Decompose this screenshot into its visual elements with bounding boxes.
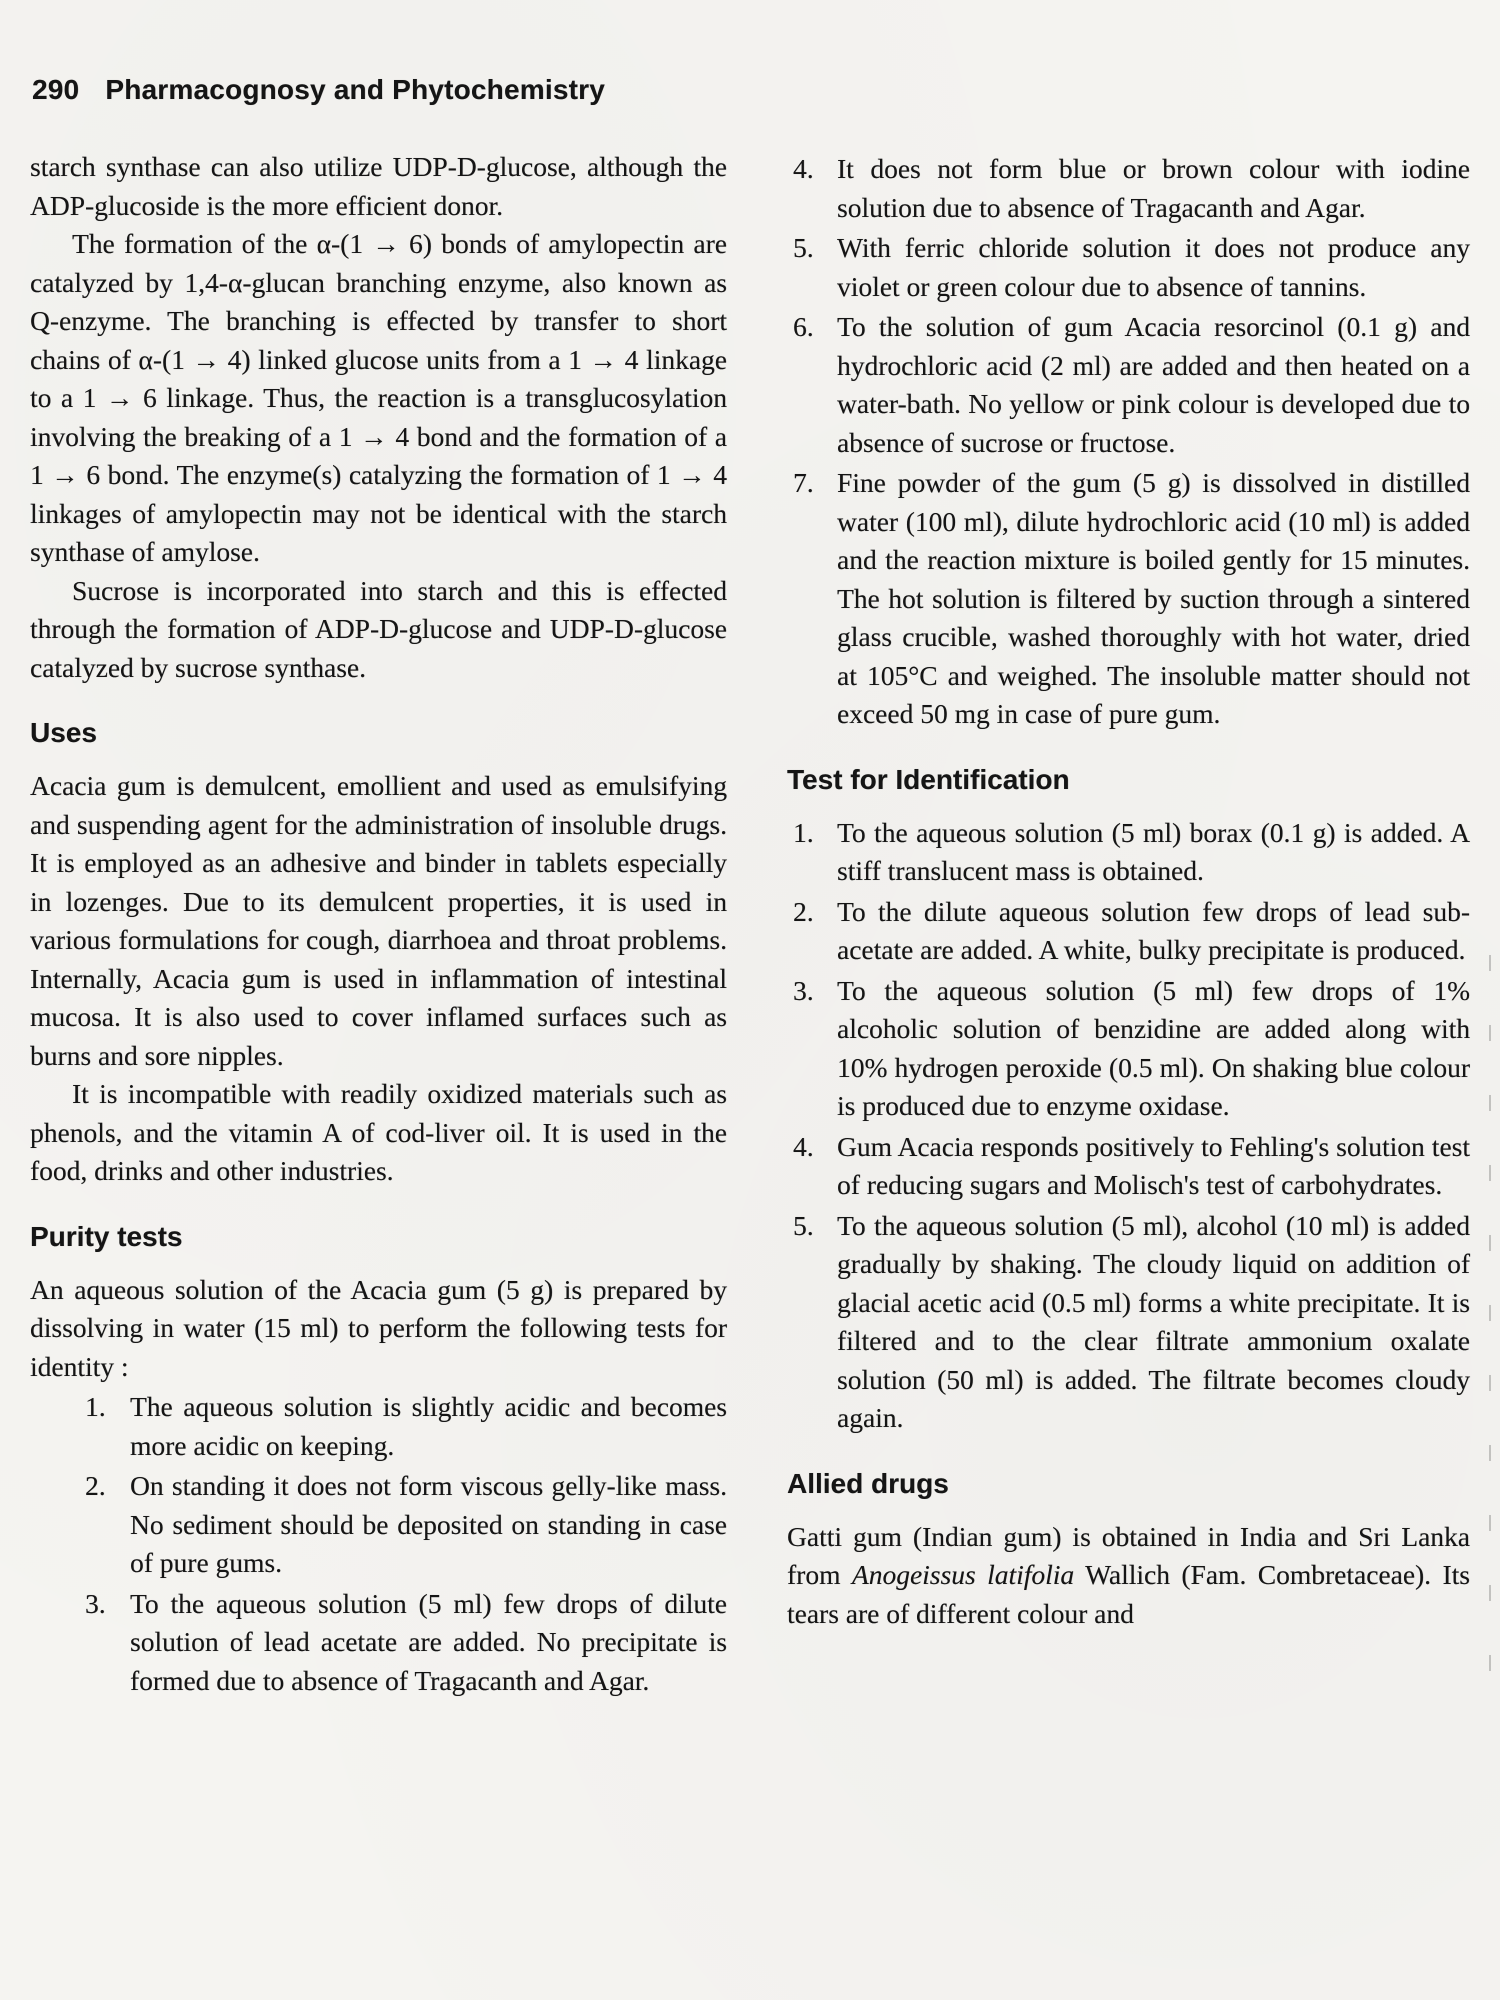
section-heading: Test for Identification [787,763,1070,795]
list-item [30,1388,727,1465]
list-item [30,1467,727,1583]
list-item [787,1128,1470,1205]
list-item-text: To the aqueous solution (5 ml), alcohol (10 ml) is added gradually by shaking. The cloudy liquid on addition of glacial acetic acid (0.5 ml) forms a white precipitate. It is filtered and to the clear filtrate ammonium oxalate solution (50 ml) is added. The filtrate becomes cloudy again. [837,1209,1470,1433]
list-item-number: 3. [85,1587,106,1619]
left-column [30,148,727,1700]
list-item-number: 4. [793,1130,814,1162]
section-heading: Allied drugs [787,1467,949,1499]
list-item [787,464,1470,734]
list-item-text: To the aqueous solution (5 ml) borax (0.1 g) is added. A stiff translucent mass is obtained. [837,816,1470,886]
list-item-text: To the dilute aqueous solution few drops of lead sub-acetate are added. A white, bulky precipitate is produced. [837,895,1470,965]
list-item [787,229,1470,306]
list-item [787,1207,1470,1438]
list-item-text: Fine powder of the gum (5 g) is dissolved in distilled water (100 ml), dilute hydrochloric acid (10 ml) is added and the reaction mixture is boiled gently for 15 minutes. The hot solution is filtered by suction through a sintered glass crucible, washed thoroughly with hot water, dried at 105°C and weighed. The insoluble matter should not exceed 50 mg in case of pure gum. [837,467,1470,729]
list-item [787,814,1470,891]
paragraph: starch synthase can also utilize UDP-D-glucose, although the ADP-glucoside is the more efficient donor. [30,151,727,221]
list-item-text: To the aqueous solution (5 ml) few drops of dilute solution of lead acetate are added. No precipitate is formed due to absence of Tragacanth and Agar. [130,1587,727,1696]
scan-edge-artifact [1489,955,1491,1675]
list-item-number: 6. [793,311,814,342]
list-item [787,150,1470,227]
paragraph: Sucrose is incorporated into starch and this is effected through the formation of ADP-D-glucose and UDP-D-glucose catalyzed by sucrose synthase. [30,574,727,683]
list-item-text: The aqueous solution is slightly acidic and becomes more acidic on keeping. [130,1391,727,1461]
list-item-text: To the aqueous solution (5 ml) few drops of 1% alcoholic solution of benzidine are added along with 10% hydrogen peroxide (0.5 ml). On shaking blue colour is produced due to enzyme oxidase. [837,974,1470,1121]
list-item [787,893,1470,970]
list-item-text: On standing it does not form viscous gelly-like mass. No sediment should be deposited on standing in case of pure gums. [130,1470,727,1578]
list-item-number: 1. [793,816,814,848]
list-item-number: 1. [85,1391,106,1422]
list-item-number: 7. [793,467,814,498]
list-item-text: It does not form blue or brown colour with iodine solution due to absence of Tragacanth and Agar. [837,153,1470,223]
running-title: Pharmacognosy and Phytochemistry [105,74,605,105]
list-item [787,308,1470,462]
paragraph: It is incompatible with readily oxidized materials such as phenols, and the vitamin A of cod-liver oil. It is used in the food, drinks and other industries. [30,1078,727,1186]
list-item-number: 5. [793,232,814,263]
list-item-number: 2. [793,895,814,927]
page-header [32,74,605,106]
page-number: 290 [32,74,80,105]
right-column [787,148,1470,1633]
list-item-number: 4. [793,153,814,184]
section-heading: Purity tests [30,1220,183,1252]
paragraph: An aqueous solution of the Acacia gum (5 g) is prepared by dissolving in water (15 ml) to perform the following tests for identity : [30,1273,727,1382]
list-item-text: To the solution of gum Acacia resorcinol (0.1 g) and hydrochloric acid (2 ml) are added and then heated on a water-bath. No yellow or pink colour is developed due to absence of sucrose or fructose. [837,311,1470,458]
paragraph: Acacia gum is demulcent, emollient and used as emulsifying and suspending agent for the administration of insoluble drugs. It is employed as an adhesive and binder in tablets especially in lozenges. Due to its demulcent properties, it is used in various formulations for cough, diarrhoea and throat problems. Internally, Acacia gum is used in inflammation of intestinal mucosa. It is also used to cover inflamed surfaces such as burns and sore nipples. [30,770,727,1071]
list-item-number: 3. [793,974,814,1006]
italic-botanical-name: Anogeissus latifolia [851,1559,1075,1590]
paragraph: The formation of the α-(1 → 6) bonds of amylopectin are catalyzed by 1,4-α-glucan branching enzyme, also known as Q-enzyme. The branching is effected by transfer to short chains of α-(1 → 4) linked glucose units from a 1 → 4 linkage to a 1 → 6 linkage. Thus, the reaction is a transglucosylation involving the breaking of a 1 → 4 bond and the formation of a 1 → 6 bond. The enzyme(s) catalyzing the formation of 1 → 4 linkages of amylopectin may not be identical with the starch synthase of amylose. [30,228,727,567]
list-item-number: 2. [85,1470,106,1501]
list-item [30,1585,727,1701]
list-item [787,972,1470,1126]
paragraph: Gatti gum (Indian gum) is obtained in India and Sri Lanka from Anogeissus latifolia Wallich (Fam. Combretaceae). Its tears are of different colour and [787,1520,1470,1629]
list-item-text: With ferric chloride solution it does not produce any violet or green colour due to absence of tannins. [837,232,1470,302]
list-item-text: Gum Acacia responds positively to Fehling's solution test of reducing sugars and Molisch's test of carbohydrates. [837,1130,1470,1200]
section-heading: Uses [30,717,97,748]
list-item-number: 5. [793,1209,814,1241]
